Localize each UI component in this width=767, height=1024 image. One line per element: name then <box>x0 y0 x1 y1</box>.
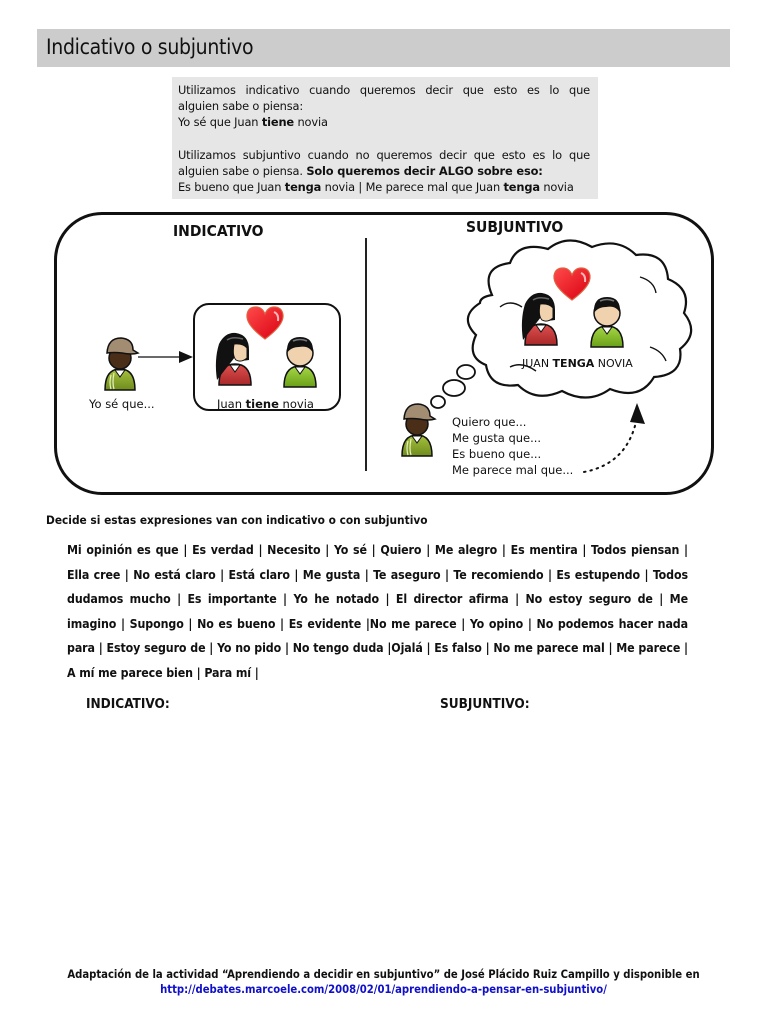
title-bar <box>37 29 730 67</box>
subjuntivo-phrases <box>452 414 573 478</box>
cloud-label: JUAN TENGA NOVIA <box>522 357 633 370</box>
girl-person-icon <box>213 330 255 388</box>
indicativo-heading: INDICATIVO <box>173 222 264 240</box>
speaker-label: Yo sé que... <box>89 397 155 411</box>
phrase-item: Quiero que... <box>452 415 527 429</box>
verb-tiene: tiene <box>261 115 294 130</box>
subjuntivo-answer-area[interactable] <box>440 718 730 958</box>
subjuntivo-column-label: SUBJUNTIVO: <box>440 696 530 712</box>
speaker-person-icon <box>102 333 140 393</box>
speaker-person-icon <box>399 399 437 459</box>
boy-person-icon <box>588 291 626 349</box>
subjuntivo-explanation: Utilizamos subjuntivo cuando no queremos decir que esto es lo que alguien sabe o piensa. Solo queremos decir ALGO sobre eso: Es bueno que Juan tenga novia | Me parece mal que Juan tenga novia <box>178 147 590 195</box>
indicativo-answer-area[interactable] <box>86 718 386 958</box>
subjuntivo-heading: SUBJUNTIVO <box>466 218 564 236</box>
phrase-item: Es bueno que... <box>452 447 542 461</box>
indicativo-column-label: INDICATIVO: <box>86 696 170 712</box>
exercise-instruction: Decide si estas expresiones van con indicativo o con subjuntivo <box>46 513 428 527</box>
phrase-item: Me parece mal que... <box>452 463 574 477</box>
footer-credit <box>40 968 727 997</box>
girl-person-icon <box>519 290 561 348</box>
fact-label: Juan tiene novia <box>217 397 314 411</box>
source-link[interactable]: http://debates.marcoele.com/2008/02/01/aprendiendo-a-pensar-en-subjuntivo/ <box>160 982 607 996</box>
expressions-list: Mi opinión es que | Es verdad | Necesito | Yo sé | Quiero | Me alegro | Es mentira | Todos piensan | Ella cree | No está claro | Está claro | Me gusta | Te aseguro | Te recomiendo | Es estupendo | Todos dudamos mucho | Es importante | Yo he notado | El director afirma | No estoy seguro de | Me imagino | Supongo | No es bueno | Es evidente |No me parece | Yo opino | No podemos hacer nada para | Estoy seguro de | Yo no pido | No tengo duda |Ojalá | Es falso | No me parece mal | Me parece | A mí me parece bien | Para mí | <box>67 543 688 680</box>
explanation-box <box>172 77 598 199</box>
boy-person-icon <box>281 331 319 389</box>
dotted-arrow-icon <box>580 400 650 480</box>
credit-text: Adaptación de la actividad “Aprendiendo a decidir en subjuntivo” de José Plácido Ruiz Campillo y disponible en <box>67 968 700 981</box>
arrow-right-icon <box>137 350 195 364</box>
thought-cloud-icon <box>440 237 702 405</box>
diagram-divider <box>365 238 367 471</box>
phrase-item: Me gusta que... <box>452 431 542 445</box>
indicativo-explanation: Utilizamos indicativo cuando queremos decir que esto es lo que alguien sabe o piensa: Yo sé que Juan tiene novia <box>178 83 590 130</box>
page-title: Indicativo o subjuntivo <box>46 35 254 59</box>
